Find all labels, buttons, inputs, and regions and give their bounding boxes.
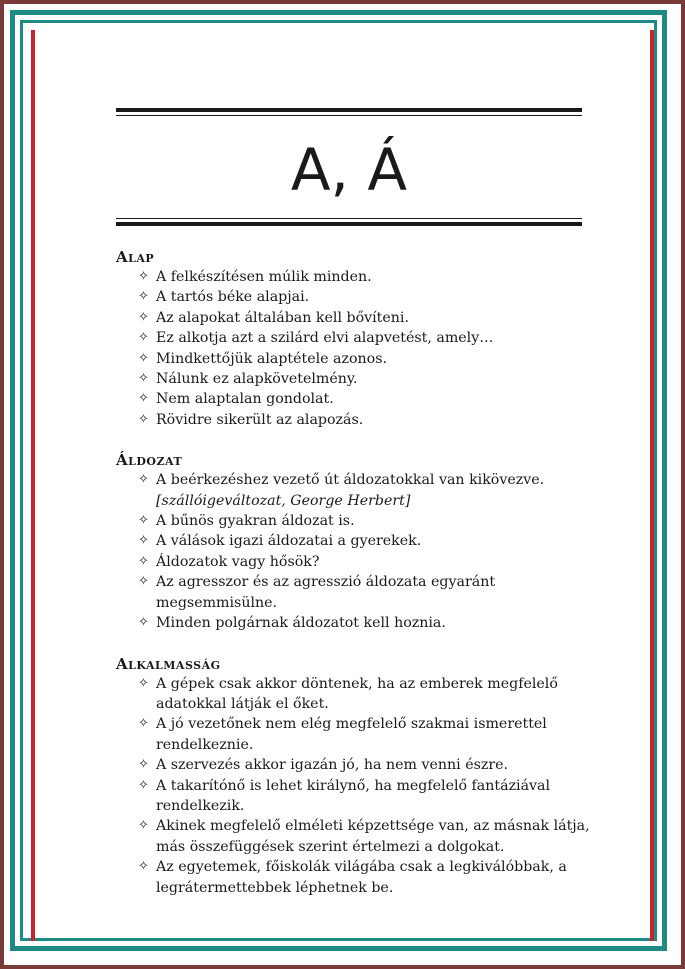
list-item: [116, 287, 596, 307]
entry-text: Mindkettőjük alaptétele azonos.: [156, 350, 387, 367]
list-item: [116, 857, 596, 898]
star-bullet-icon: ✧: [138, 818, 149, 834]
star-bullet-icon: ✧: [138, 716, 149, 732]
list-item: [116, 369, 596, 389]
section: [116, 247, 596, 430]
star-bullet-icon: ✧: [138, 777, 149, 793]
entry-text: Minden polgárnak áldozatot kell hoznia.: [156, 615, 446, 632]
entry-text: A szervezés akkor igazán jó, ha nem venni észre.: [156, 757, 509, 774]
entry-text: A felkészítésen múlik minden.: [156, 269, 372, 285]
star-bullet-icon: ✧: [138, 757, 149, 773]
title-rule-bottom: [116, 218, 582, 226]
star-bullet-icon: ✧: [138, 675, 149, 691]
star-bullet-icon: ✧: [138, 533, 149, 549]
list-item: [116, 511, 596, 531]
star-bullet-icon: ✧: [138, 472, 149, 488]
entry-text: A bűnös gyakran áldozat is.: [156, 513, 355, 530]
star-bullet-icon: ✧: [138, 615, 149, 631]
entry-text: Az alapokat általában kell bővíteni.: [156, 309, 409, 326]
entry-list: [116, 267, 596, 430]
list-item: [116, 552, 596, 572]
star-bullet-icon: ✧: [138, 350, 149, 366]
star-bullet-icon: ✧: [138, 574, 149, 590]
title-rule-top: [116, 108, 582, 116]
section: [116, 654, 596, 898]
star-bullet-icon: ✧: [138, 859, 149, 875]
section-heading: Alkalmasság: [116, 654, 221, 673]
entry-text: A tartós béke alapjai.: [156, 289, 310, 306]
list-item: [116, 755, 596, 775]
list-item: [116, 776, 596, 817]
list-item: [116, 816, 596, 857]
entry-text: A beérkezéshez vezető út áldozatokkal van kikövezve.: [156, 472, 545, 489]
star-bullet-icon: ✧: [138, 309, 149, 325]
star-bullet-icon: ✧: [138, 269, 149, 284]
list-item: [116, 267, 596, 287]
entry-text: Rövidre sikerült az alapozás.: [156, 411, 364, 428]
list-item: [116, 349, 596, 369]
star-bullet-icon: ✧: [138, 553, 149, 569]
entries: [116, 247, 596, 918]
page-title: A, Á: [290, 136, 408, 204]
star-bullet-icon: ✧: [138, 411, 149, 427]
entry-text: Az egyetemek, főiskolák világába csak a legkiválóbbak, a legrátermettebbek léphetnek be.: [156, 859, 567, 896]
list-item: [116, 531, 596, 551]
red-stripe-left: [31, 30, 35, 941]
list-item: [116, 674, 596, 715]
entry-text: A jó vezetőnek nem elég megfelelő szakmai ismerettel rendelkeznie.: [156, 716, 547, 753]
star-bullet-icon: ✧: [138, 330, 149, 346]
list-item: [116, 470, 596, 511]
star-bullet-icon: ✧: [138, 289, 149, 305]
list-item: [116, 572, 596, 613]
list-item: [116, 613, 596, 633]
entry-text: Az agresszor és az agresszió áldozata egyaránt megsemmisülne.: [156, 574, 496, 611]
entry-text: A válások igazi áldozatai a gyerekek.: [156, 533, 422, 550]
entry-text: Nálunk ez alapkövetelmény.: [156, 371, 358, 388]
section: [116, 450, 596, 633]
section-heading: Áldozat: [116, 451, 183, 470]
entry-text: Áldozatok vagy hősök?: [156, 553, 320, 570]
star-bullet-icon: ✧: [138, 371, 149, 387]
entry-list: [116, 674, 596, 898]
entry-text: A gépek csak akkor döntenek, ha az emberek megfelelő adatokkal látják el őket.: [156, 675, 558, 712]
entry-text: Akinek megfelelő elméleti képzettsége van, az másnak látja, más összefüggések szerint értelmezi a dolgokat.: [156, 818, 590, 855]
list-item: [116, 714, 596, 755]
red-stripe-right: [650, 30, 654, 941]
entry-text: Nem alaptalan gondolat.: [156, 391, 334, 408]
star-bullet-icon: ✧: [138, 513, 149, 529]
list-item: [116, 389, 596, 409]
list-item: [116, 308, 596, 328]
entry-source-note: [szállóigeváltozat, George Herbert]: [156, 492, 411, 509]
list-item: [116, 410, 596, 430]
list-item: [116, 328, 596, 348]
entry-text: A takarítónő is lehet királynő, ha megfelelő fantáziával rendelkezik.: [156, 777, 551, 814]
entry-list: [116, 470, 596, 633]
star-bullet-icon: ✧: [138, 391, 149, 407]
entry-text: Ez alkotja azt a szilárd elvi alapvetést, amely…: [156, 330, 494, 347]
section-heading: Alap: [116, 248, 155, 266]
